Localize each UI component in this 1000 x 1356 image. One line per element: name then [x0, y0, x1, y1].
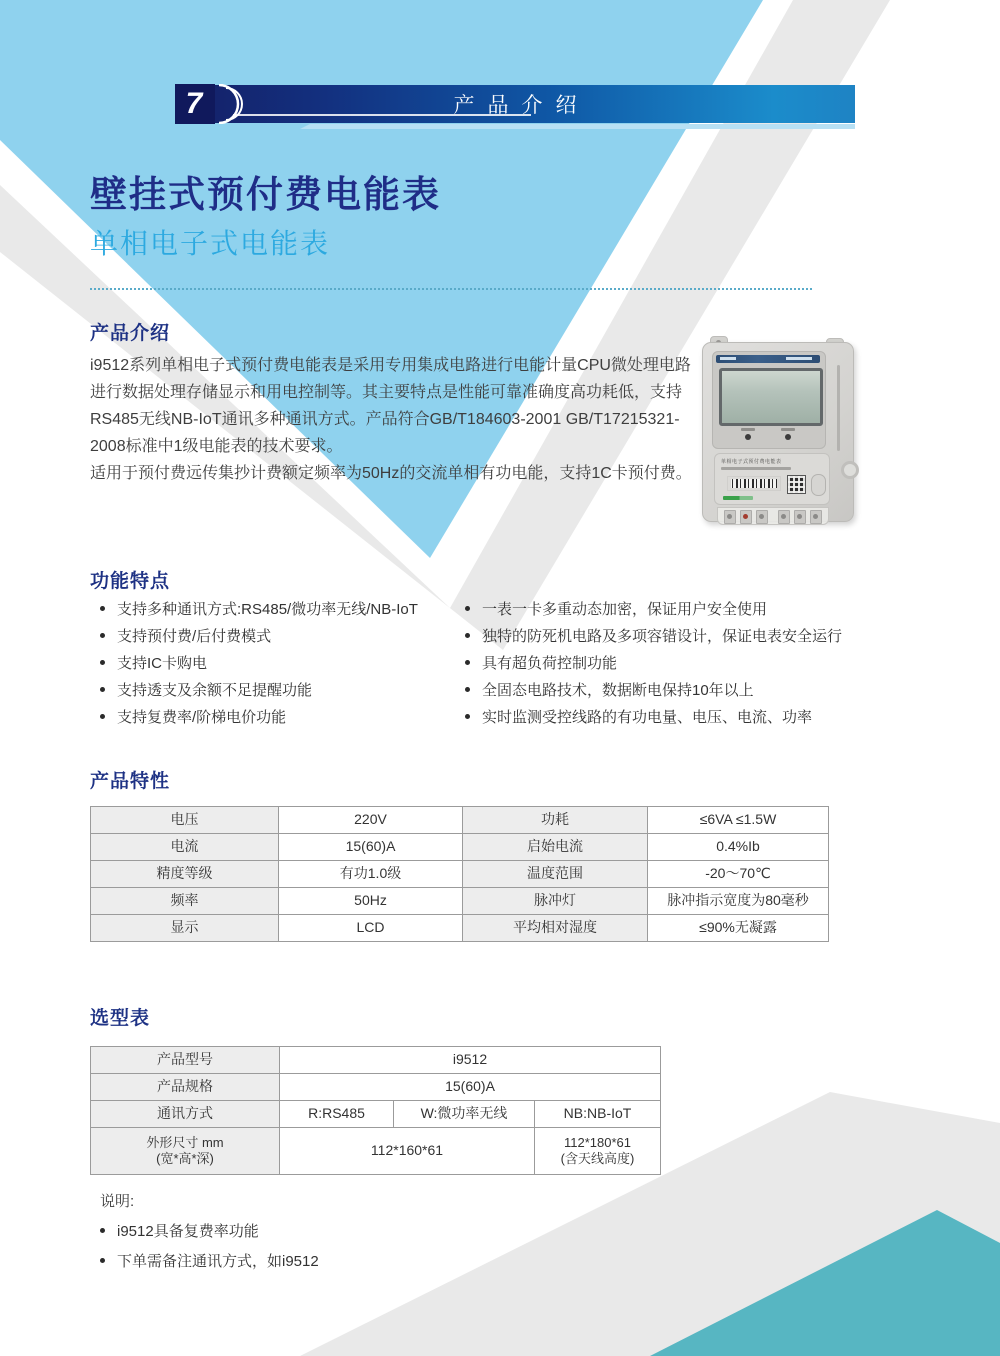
note-text: i9512具备复费率功能 [117, 1223, 259, 1240]
meter-button-row [719, 428, 817, 442]
note-item [100, 1250, 600, 1280]
feature-text: 全固态电路技术，数据断电保持10年以上 [482, 682, 754, 699]
dimension-nb-line2: (含天线高度) [560, 1151, 635, 1166]
feature-text: 具有超负荷控制功能 [482, 655, 618, 672]
feature-item [100, 652, 460, 679]
features-right-column [465, 598, 945, 733]
page-title: 壁挂式预付费电能表 [90, 174, 441, 215]
meter-seal-hole [841, 461, 859, 479]
table-cell [91, 1128, 280, 1175]
intro-paragraph-1: i9512系列单相电子式预付费电能表是采用专用集成电路进行电能计量CPU微处理电路进行数据处理存储显示和用电控制等。其主要特点是性能可靠准确度高功耗低，支持RS485无线NB-IoT通讯多种通讯方式。产品符合GB/T184603-2001 GB/T17215321-2008标准中1级电能表的技术要求。 [90, 357, 691, 455]
badge-arcs-icon [216, 84, 244, 124]
table-cell: 频率 [91, 888, 279, 915]
bullet-icon [465, 660, 470, 665]
table-cell: -20～70℃ [648, 861, 829, 888]
note-item [100, 1220, 600, 1250]
notes-heading: 说明: [100, 1193, 135, 1210]
table-cell: 220V [279, 807, 463, 834]
table-cell: 15(60)A [280, 1074, 661, 1101]
terminal [778, 510, 790, 524]
product-photo-energy-meter [698, 336, 860, 524]
table-cell: 精度等级 [91, 861, 279, 888]
feature-item [465, 652, 945, 679]
meter-brand-strip [716, 355, 820, 363]
table-cell: 0.4%Ib [648, 834, 829, 861]
feature-text: 独特的防死机电路及多项容错设计，保证电表安全运行 [482, 628, 843, 645]
bullet-icon [100, 714, 105, 719]
screw [759, 514, 764, 519]
bullet-icon [465, 606, 470, 611]
button-label-bar [741, 428, 755, 431]
table-cell: 50Hz [279, 888, 463, 915]
feature-item [100, 706, 460, 733]
table-cell: 通讯方式 [91, 1101, 280, 1128]
table-cell: 电流 [91, 834, 279, 861]
meter-side-slot [837, 365, 840, 451]
table-cell: i9512 [280, 1047, 661, 1074]
screw [781, 514, 786, 519]
table-row [91, 1101, 661, 1128]
bullet-icon [465, 633, 470, 638]
table-cell [535, 1128, 661, 1175]
bullet-icon [100, 687, 105, 692]
meter-body [702, 342, 854, 522]
meter-lcd-screen [719, 368, 823, 426]
bullet-icon [100, 1258, 105, 1263]
meter-nameplate-label: 单相电子式预付费电能表 [721, 459, 782, 465]
dimension-label-line2: (宽*高*深) [156, 1151, 214, 1166]
feature-item [465, 625, 945, 652]
table-cell: 脉冲指示宽度为80毫秒 [648, 888, 829, 915]
table-cell: 有功1.0级 [279, 861, 463, 888]
note-text: 下单需备注通讯方式，如i9512 [117, 1253, 319, 1270]
section-header-bar [175, 85, 855, 123]
table-cell: W:微功率无线 [394, 1101, 535, 1128]
terminal [740, 510, 752, 524]
brand-mark [720, 357, 736, 360]
feature-item [465, 706, 945, 733]
feature-text: 支持预付费/后付费模式 [117, 628, 272, 645]
feature-item [100, 625, 460, 652]
bullet-icon [465, 714, 470, 719]
chapter-number-badge [175, 84, 215, 124]
feature-item [100, 598, 460, 625]
screw [797, 514, 802, 519]
table-row [91, 915, 829, 942]
terminal [794, 510, 806, 524]
bullet-icon [100, 660, 105, 665]
meter-qrcode [787, 475, 806, 494]
meter-button [785, 434, 791, 440]
table-cell: LCD [279, 915, 463, 942]
header-title: 产品介绍 [453, 94, 590, 117]
dimension-nb-line1: 112*180*61 [564, 1134, 631, 1150]
model-mark [786, 357, 812, 360]
feature-item [465, 679, 945, 706]
table-row [91, 1047, 661, 1074]
screw [743, 514, 748, 519]
meter-green-logo [723, 496, 753, 500]
terminal [724, 510, 736, 524]
table-cell: ≤6VA ≤1.5W [648, 807, 829, 834]
chapter-number: 7 [185, 87, 203, 120]
table-cell: 产品规格 [91, 1074, 280, 1101]
meter-display-panel [712, 351, 826, 449]
table-cell: 平均相对湿度 [463, 915, 648, 942]
table-row [91, 888, 829, 915]
table-cell: 112*160*61 [280, 1128, 535, 1175]
features-heading: 功能特点 [90, 571, 171, 592]
screw [727, 514, 732, 519]
meter-nameplate-panel [714, 453, 830, 505]
table-cell: 功耗 [463, 807, 648, 834]
feature-text: 支持多种通讯方式:RS485/微功率无线/NB-IoT [117, 601, 418, 618]
intro-paragraph-2: 适用于预付费远传集抄计费额定频率为50Hz的交流单相有功电能，支持1C卡预付费。 [90, 465, 692, 482]
bullet-icon [100, 606, 105, 611]
table-cell: 显示 [91, 915, 279, 942]
page-subtitle: 单相电子式电能表 [90, 228, 331, 259]
selection-table [90, 1046, 661, 1175]
meter-barcode [727, 476, 781, 491]
intro-paragraphs [90, 352, 696, 487]
button-label-bar [781, 428, 795, 431]
table-cell: NB:NB-IoT [535, 1101, 661, 1128]
table-row [91, 1074, 661, 1101]
table-row [91, 807, 829, 834]
table-row [91, 834, 829, 861]
table-cell: 产品型号 [91, 1047, 280, 1074]
features-left-column [100, 598, 460, 733]
feature-text: 支持透支及余额不足提醒功能 [117, 682, 313, 699]
intro-heading: 产品介绍 [90, 323, 171, 344]
table-cell: 启始电流 [463, 834, 648, 861]
feature-text: 支持复费率/阶梯电价功能 [117, 709, 287, 726]
terminal [810, 510, 822, 524]
bullet-icon [465, 687, 470, 692]
table-cell: R:RS485 [280, 1101, 394, 1128]
meter-terminal-cover [717, 507, 829, 525]
meter-oval-button [811, 474, 826, 496]
dotted-divider [90, 288, 812, 290]
selection-heading: 选型表 [90, 1008, 151, 1029]
characteristics-heading: 产品特性 [90, 771, 171, 792]
table-cell: 温度范围 [463, 861, 648, 888]
feature-item [100, 679, 460, 706]
table-row [91, 1128, 661, 1175]
screw [813, 514, 818, 519]
characteristics-table [90, 806, 829, 942]
feature-text: 实时监测受控线路的有功电量、电压、电流、功率 [482, 709, 813, 726]
table-cell: 15(60)A [279, 834, 463, 861]
terminal [756, 510, 768, 524]
table-row [91, 861, 829, 888]
notes-list [100, 1220, 600, 1280]
feature-item [465, 598, 945, 625]
table-cell: 电压 [91, 807, 279, 834]
dimension-label-line1: 外形尺寸 mm [146, 1134, 224, 1150]
table-cell: 脉冲灯 [463, 888, 648, 915]
feature-text: 支持IC卡购电 [117, 655, 208, 672]
bullet-icon [100, 633, 105, 638]
bullet-icon [100, 1228, 105, 1233]
header-bar-substrip [300, 124, 855, 129]
table-cell: ≤90%无凝露 [648, 915, 829, 942]
feature-text: 一表一卡多重动态加密，保证用户安全使用 [482, 601, 768, 618]
nameplate-spec-bar [721, 467, 791, 470]
meter-button [745, 434, 751, 440]
